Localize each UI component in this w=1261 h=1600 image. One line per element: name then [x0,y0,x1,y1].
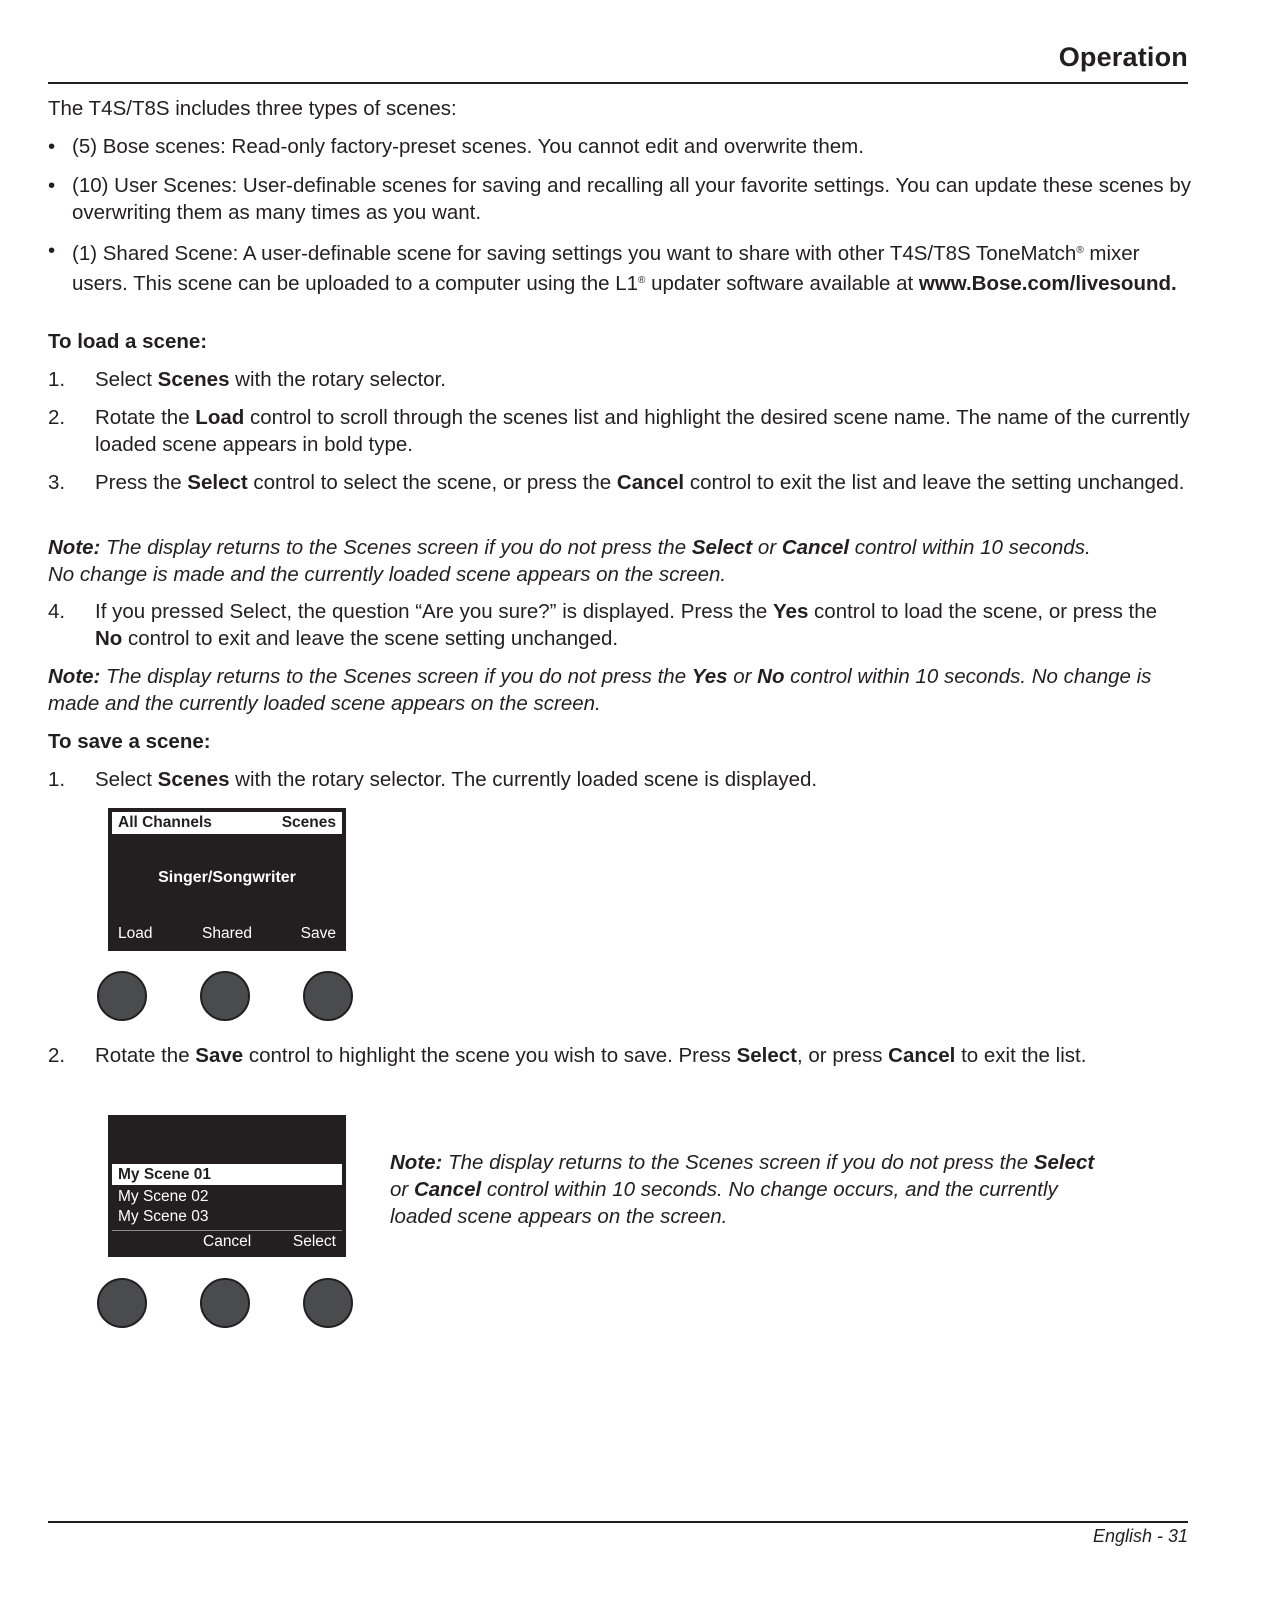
intro-text: The T4S/T8S includes three types of scenes: [48,97,457,120]
bullet-dot: • [48,239,56,262]
load-scene-heading: To load a scene: [48,330,208,353]
load-note-2: Note: The display returns to the Scenes screen if you do not press the Yes or No control within 10 seconds. No change is made and the currently loaded scene appears on the screen. [48,665,1152,715]
softkey-save-label: Save [300,925,336,942]
bullet-dot: • [48,135,56,158]
screen-title-bar [112,812,342,834]
save-scene-list-screen [108,1115,346,1257]
header-rule [48,82,1188,84]
control-knob-1 [97,1278,147,1328]
softkey-select-label: Select [292,1233,336,1250]
bullet-text: (1) Shared Scene: A user-definable scene for saving settings you want to share with other T4S/T8S ToneMatch® mixer users. This scene can be uploaded to a computer using the L1® updater software available at www.Bose.com/livesound. [72,242,1177,295]
control-knob-3 [303,1278,353,1328]
scene-list-item: My Scene 03 [118,1208,209,1225]
scene-list-item: My Scene 02 [118,1188,209,1205]
control-knob-1 [97,971,147,1021]
control-knob-2 [200,1278,250,1328]
softkey-load-label: Load [118,925,153,942]
bullet-text: (10) User Scenes: User-definable scenes for saving and recalling all your favorite settings. You can update these scenes by overwriting them as many times as you want. [72,174,1192,224]
control-knob-2 [200,971,250,1021]
save-note: Note: The display returns to the Scenes screen if you do not press the Select or Cancel control within 10 seconds. No change occurs, and the currently loaded scene appears on the screen. [390,1151,1095,1228]
bose-livesound-link: www.Bose.com/livesound. [918,272,1177,295]
highlighted-scene-item: My Scene 01 [112,1164,342,1185]
scenes-display-screen [108,808,346,951]
page-section-title: Operation [1058,42,1188,72]
softkey-cancel-label: Cancel [203,1233,252,1250]
footer-rule [48,1521,1188,1523]
loaded-scene-name: Singer/Songwriter [158,869,296,886]
softkey-shared-label: Shared [202,925,252,942]
save-scene-heading: To save a scene: [48,730,211,753]
bullet-dot: • [48,174,56,197]
screen-divider [112,1230,342,1231]
page-number: English - 31 [1092,1526,1188,1546]
control-knob-3 [303,971,353,1021]
screen-title-left: All Channels [118,814,212,831]
load-note-1: Note: The display returns to the Scenes screen if you do not press the Select or Cancel control within 10 seconds. No change is made and the currently loaded scene appears on the screen. [48,536,1091,586]
screen-title-right: Scenes [281,814,336,831]
bullet-text: (5) Bose scenes: Read-only factory-preset scenes. You cannot edit and overwrite them. [72,135,864,158]
